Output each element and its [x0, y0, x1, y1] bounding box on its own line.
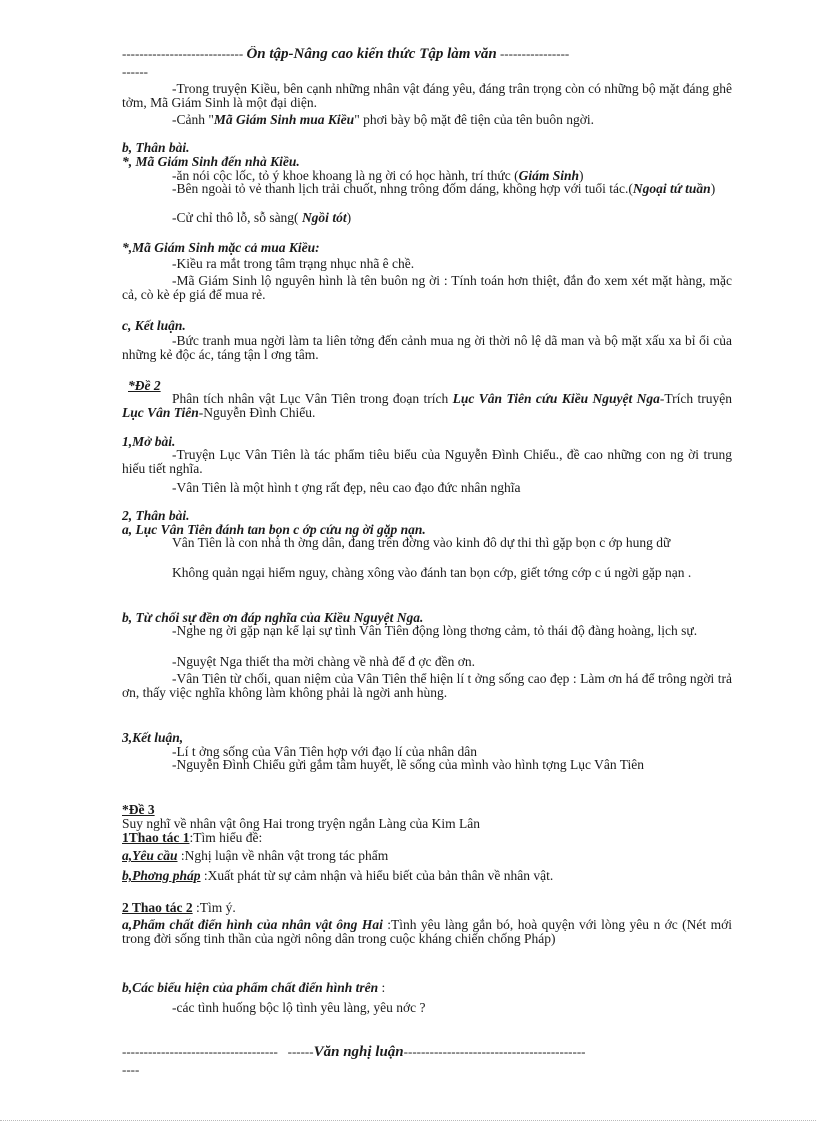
de2-mb-heading: 1,Mở bài.	[122, 434, 176, 449]
de3-yc: a,Yêu cầu :Nghị luận về nhân vật trong tác phẩm	[122, 848, 389, 863]
footer-mid-dashes: ------	[287, 1044, 314, 1059]
intro-paragraph-2: -Cảnh "Mã Giám Sinh mua Kiều" phơi bày bộ mặt đê tiện của tên buôn ngời.	[172, 112, 595, 127]
de2-tb-heading: 2, Thân bài.	[122, 508, 190, 523]
body-s2-line2: -Mã Giám Sinh lộ nguyên hình là tên buôn ng ời : Tính toán hơn thiệt, đắn đo xem xét mặt hàng, mặc cả, cò kè ép giá để mua rẻ.	[122, 273, 732, 302]
body-s2-line1: -Kiều ra mắt trong tâm trạng nhục nhã ê chề.	[172, 256, 415, 271]
de3-bh: b,Các biểu hiện của phẩm chất điển hình trên :	[122, 980, 386, 995]
conclusion-heading: c, Kết luận.	[122, 318, 186, 333]
de2-b-line2: -Nguyệt Nga thiết tha mời chàng về nhà để đ ợc đền ơn.	[172, 654, 475, 669]
body-s1-line2: -Bên ngoài tỏ vẻ thanh lịch trải chuốt, nhng trông đốm dáng, không hợp với tuổi tác.(Ngoại tứ tuần)	[172, 181, 716, 196]
header-left-dashes: ----------------------------	[122, 46, 244, 61]
de2-a-heading: a, Lục Vân Tiên đánh tan bọn c ớp cứu ng ời gặp nạn.	[122, 522, 426, 537]
de2-kl-heading: 3,Kết luận,	[122, 730, 184, 745]
de3-pp: b,Phơng pháp :Xuất phát từ sự cảm nhận và hiểu biết của bản thân về nhân vật.	[122, 868, 554, 883]
header-wrap	[122, 64, 732, 80]
footer-title: Văn nghị luận	[313, 1044, 404, 1060]
header-right-dashes: ----------------	[499, 46, 570, 61]
de3-pc: a,Phẩm chất điển hình của nhân vật ông Hai :Tình yêu làng gắn bó, hoà quyện với lòng yêu n ớc (Nét mới trong đời sống tinh thần của ngời nông dân trong cuộc kháng chiến chống Pháp)	[122, 917, 732, 946]
footer-left-dashes: ------------------------------------	[122, 1044, 278, 1059]
header-wrap-dashes: ------	[122, 64, 148, 79]
footer-right-dashes: ------------------------------------------	[403, 1044, 586, 1059]
page-footer	[122, 1044, 732, 1061]
page-bottom-divider	[0, 1120, 816, 1121]
de2-kl-line2: -Nguyễn Đình Chiểu gửi gắm tâm huyết, lẽ sống của mình vào hình tợng Lục Vân Tiên	[172, 757, 645, 772]
conclusion-text: -Bức tranh mua ngời làm ta liên tởng đến cảnh mua ng ời thời nô lệ dã man và bộ mặt xấu xa bỉ ổi của những kẻ độc ác, táng tận l ơng tâm.	[122, 333, 732, 362]
de2-mb-line1: -Truyện Lục Vân Tiên là tác phẩm tiêu biểu của Nguyễn Đình Chiểu., đề cao những con ng ời trung hiếu tiết nghĩa.	[122, 447, 732, 476]
body-s1-line1: -ăn nói cộc lốc, tỏ ý khoe khoang là ng ời có học hành, trí thức (Giám Sinh)	[172, 168, 584, 183]
de2-mb-line2: -Vân Tiên là một hình t ợng rất đẹp, nêu cao đạo đức nhân nghĩa	[172, 480, 521, 495]
de3-topic: Suy nghĩ về nhân vật ông Hai trong tryện ngắn Làng của Kim Lân	[122, 816, 481, 831]
de2-kl-line1: -Lí t ởng sống của Vân Tiên hợp với đạo lí của nhân dân	[172, 744, 478, 759]
de2-label: *Đề 2	[128, 378, 161, 393]
de2-topic: Phân tích nhân vật Lục Vân Tiên trong đoạn trích Lục Vân Tiên cứu Kiều Nguyệt Nga-Trích truyện Lục Vân Tiên-Nguyễn Đình Chiểu.	[122, 391, 732, 420]
de2-a-line1: Vân Tiên là con nhà th ờng dân, đang trên đờng vào kinh đô dự thi thì gặp bọn c ớp hung dữ	[172, 535, 671, 550]
body-heading: b, Thân bài.	[122, 140, 190, 155]
de3-label: *Đề 3	[122, 802, 155, 817]
de2-b-heading: b, Từ chối sự đền ơn đáp nghĩa của Kiều Nguyệt Nga.	[122, 610, 424, 625]
de3-tt2: 2 Thao tác 2 :Tìm ý.	[122, 900, 236, 915]
page-header	[122, 46, 732, 63]
header-title: Ôn tập-Nâng cao kiến thức Tập làm văn	[246, 46, 497, 62]
de2-a-line2: Không quản ngại hiểm nguy, chàng xông vào đánh tan bọn cớp, giết tớng cớp c ú ngời gặp nạn .	[172, 565, 692, 580]
intro-paragraph-1: -Trong truyện Kiều, bên cạnh những nhân vật đáng yêu, đáng trân trọng còn có những bộ mặt đáng ghê tởm, Mã Giám Sinh là một đại diện.	[122, 81, 732, 110]
body-sub1: *, Mã Giám Sinh đến nhà Kiều.	[122, 154, 300, 169]
footer-wrap	[122, 1062, 732, 1078]
footer-wrap-dashes: ----	[122, 1062, 140, 1077]
body-sub2: *,Mã Giám Sinh mặc cả mua Kiều:	[122, 240, 320, 255]
de3-bh-line1: -các tình huống bộc lộ tình yêu làng, yêu nớc ?	[172, 1000, 426, 1015]
body-s1-line3: -Cử chỉ thô lỗ, sỗ sàng( Ngồi tót)	[172, 210, 352, 225]
de3-tt1: 1Thao tác 1:Tìm hiểu đề:	[122, 830, 263, 845]
de2-b-line3: -Vân Tiên từ chối, quan niệm của Vân Tiên thể hiện lí t ởng sống cao đẹp : Làm ơn há để trông ngời trả ơn, thấy việc nghĩa không làm không phải là ngời anh hùng.	[122, 671, 732, 700]
de2-b-line1: -Nghe ng ời gặp nạn kể lại sự tình Vân Tiên động lòng thơng cảm, tỏ thái độ đàng hoàng, lịch sự.	[172, 623, 698, 638]
